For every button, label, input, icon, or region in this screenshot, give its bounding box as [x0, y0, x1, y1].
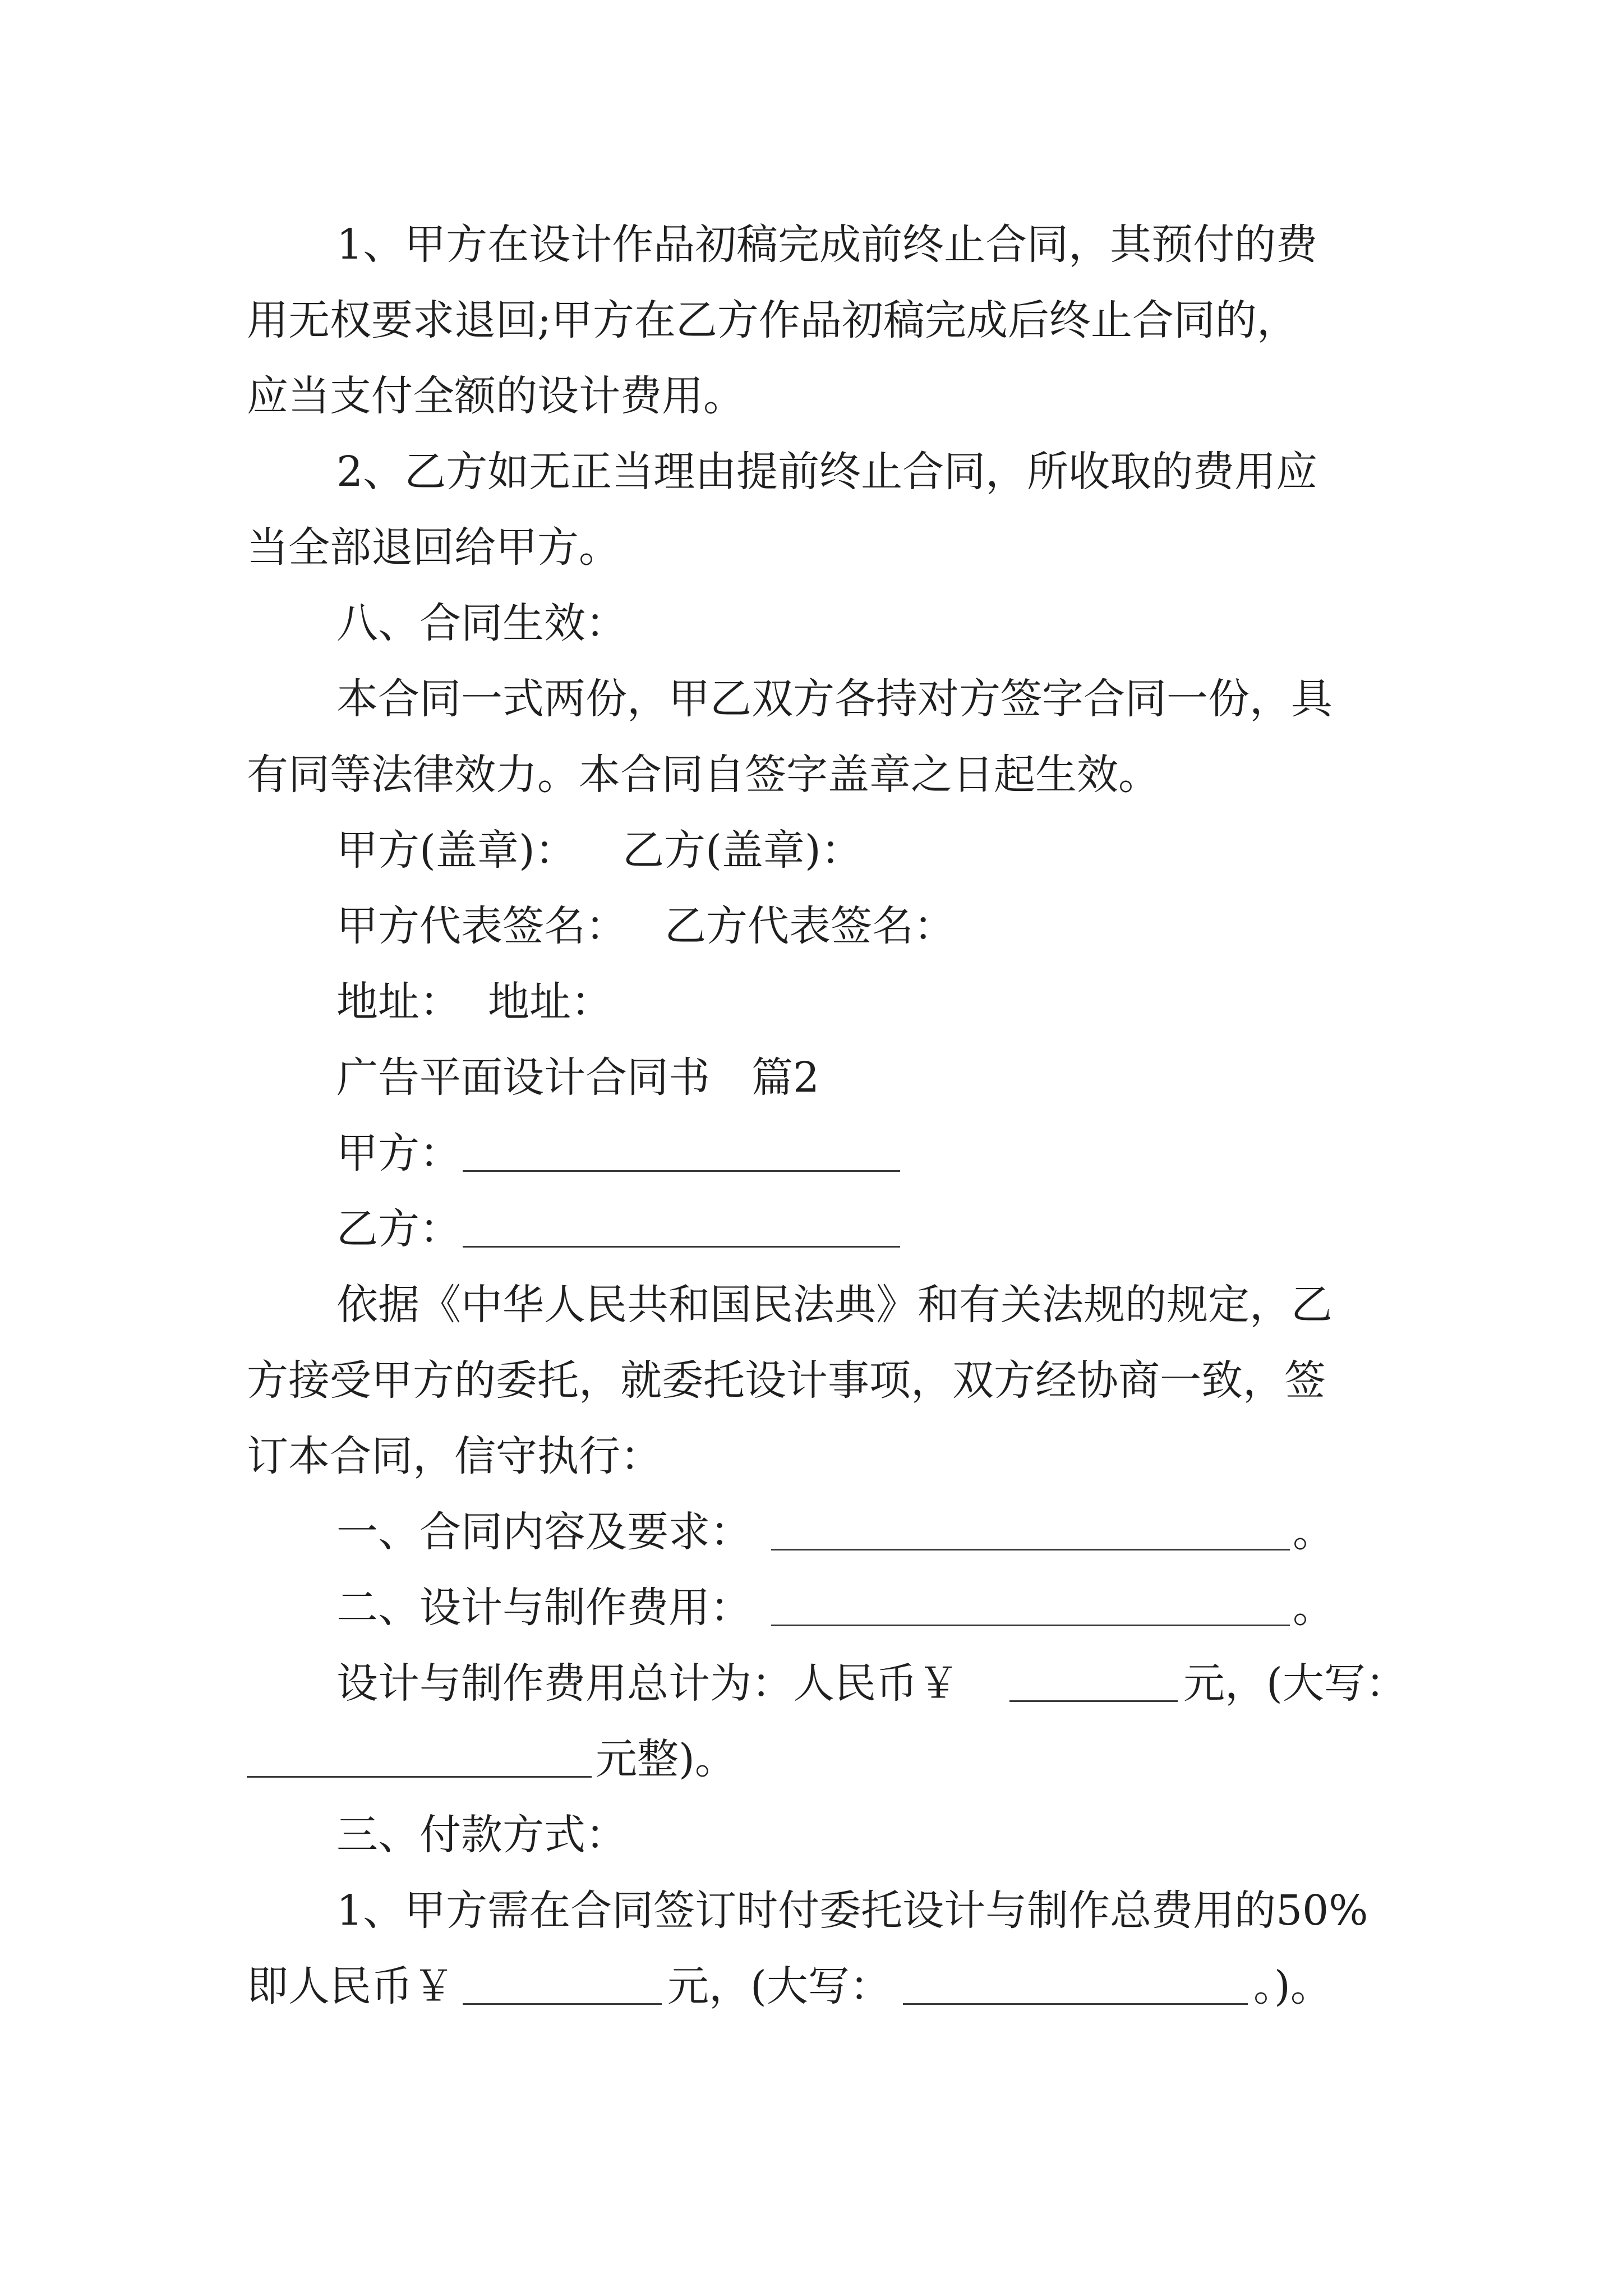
party-a-label: 甲方：: [336, 1129, 461, 1177]
contract-title-text: 广告平面设计合同书: [336, 1053, 710, 1102]
item-label: 二、设计与制作费用：: [336, 1584, 751, 1632]
total-fee-line: [0, 1650, 1623, 1717]
section-heading-text: 三、付款方式：: [336, 1811, 627, 1859]
party-a-seal-label: 甲方(盖章)：: [336, 826, 577, 875]
paragraph-text: 用无权要求退回;甲方在乙方作品初稿完成后终止合同的，: [247, 296, 1298, 344]
seal-line: [0, 817, 1623, 884]
payment-end: 。)。: [1253, 1962, 1332, 2010]
paragraph-line: [0, 1271, 1623, 1338]
party-a-blank[interactable]: [463, 1170, 900, 1172]
party-a-rep-label: 甲方代表签名：: [336, 902, 627, 950]
paragraph-text: 应当支付全额的设计费用。: [247, 372, 745, 420]
item-end-mark: 。: [1293, 1508, 1334, 1556]
section-heading: [0, 1801, 1623, 1869]
payment-amount-blank[interactable]: [463, 2003, 662, 2005]
paragraph-text: 本合同一式两份，甲乙双方各持对方签字合同一份，具: [336, 675, 1332, 723]
item-label: 一、合同内容及要求：: [336, 1508, 751, 1556]
paragraph-text: 当全部退回给甲方。: [247, 523, 620, 572]
party-b-rep-label: 乙方代表签名：: [665, 902, 955, 950]
party-b-label: 乙方：: [336, 1205, 461, 1253]
item-line: [0, 1498, 1623, 1566]
payment-uppercase-label: 元，(大写：: [667, 1962, 891, 2010]
payment-text: 1、甲方需在合同签订时付委托设计与制作总费用的50%: [336, 1887, 1368, 1935]
paragraph-line: [0, 1347, 1623, 1414]
payment-uppercase-blank[interactable]: [903, 2003, 1248, 2005]
address-a-label: 地址：: [336, 978, 461, 1026]
paragraph-line: [0, 287, 1623, 354]
section-heading: [0, 590, 1623, 657]
representative-line: [0, 892, 1623, 960]
paragraph-line: [0, 438, 1623, 505]
party-b-blank[interactable]: [463, 1246, 900, 1248]
total-fee-line-cont: [0, 1726, 1623, 1793]
address-b-label: 地址：: [488, 978, 612, 1026]
total-fee-uppercase-blank[interactable]: [247, 1776, 592, 1778]
party-b-seal-label: 乙方(盖章)：: [623, 826, 863, 875]
paragraph-line: [0, 514, 1623, 581]
party-a-line: [0, 1120, 1623, 1187]
paragraph-line: [0, 362, 1623, 430]
total-fee-amount-blank[interactable]: [1009, 1700, 1178, 1702]
paragraph-text: 1、甲方在设计作品初稿完成前终止合同，其预付的费: [336, 220, 1318, 269]
party-b-line: [0, 1195, 1623, 1263]
paragraph-line: [0, 211, 1623, 278]
design-fee-blank[interactable]: [771, 1625, 1290, 1626]
paragraph-text: 订本合同，信守执行：: [247, 1432, 662, 1480]
total-fee-label: 设计与制作费用总计为：人民币￥: [336, 1659, 959, 1708]
item-line: [0, 1574, 1623, 1641]
payment-line: [0, 1877, 1623, 1944]
paragraph-line: [0, 1423, 1623, 1490]
contract-title: [0, 1044, 1623, 1111]
contract-part-label: 篇2: [751, 1053, 820, 1102]
payment-line-cont: [0, 1953, 1623, 2020]
paragraph-text: 方接受甲方的委托，就委托设计事项，双方经协商一致，签: [247, 1356, 1326, 1405]
paragraph-line: [0, 741, 1623, 808]
payment-amount-label: 即人民币￥: [247, 1962, 454, 2010]
section-heading-text: 八、合同生效：: [336, 599, 627, 647]
paragraph-line: [0, 665, 1623, 733]
paragraph-text: 2、乙方如无正当理由提前终止合同，所收取的费用应: [336, 448, 1318, 496]
address-line: [0, 968, 1623, 1036]
paragraph-text: 有同等法律效力。本合同自签字盖章之日起生效。: [247, 751, 1160, 799]
total-fee-uppercase-label: 元，(大写：: [1183, 1659, 1407, 1708]
total-fee-end: 元整)。: [596, 1735, 736, 1783]
item-end-mark: 。: [1293, 1584, 1334, 1632]
paragraph-text: 依据《中华人民共和国民法典》和有关法规的规定，乙: [336, 1281, 1332, 1329]
contract-content-blank[interactable]: [771, 1549, 1290, 1550]
